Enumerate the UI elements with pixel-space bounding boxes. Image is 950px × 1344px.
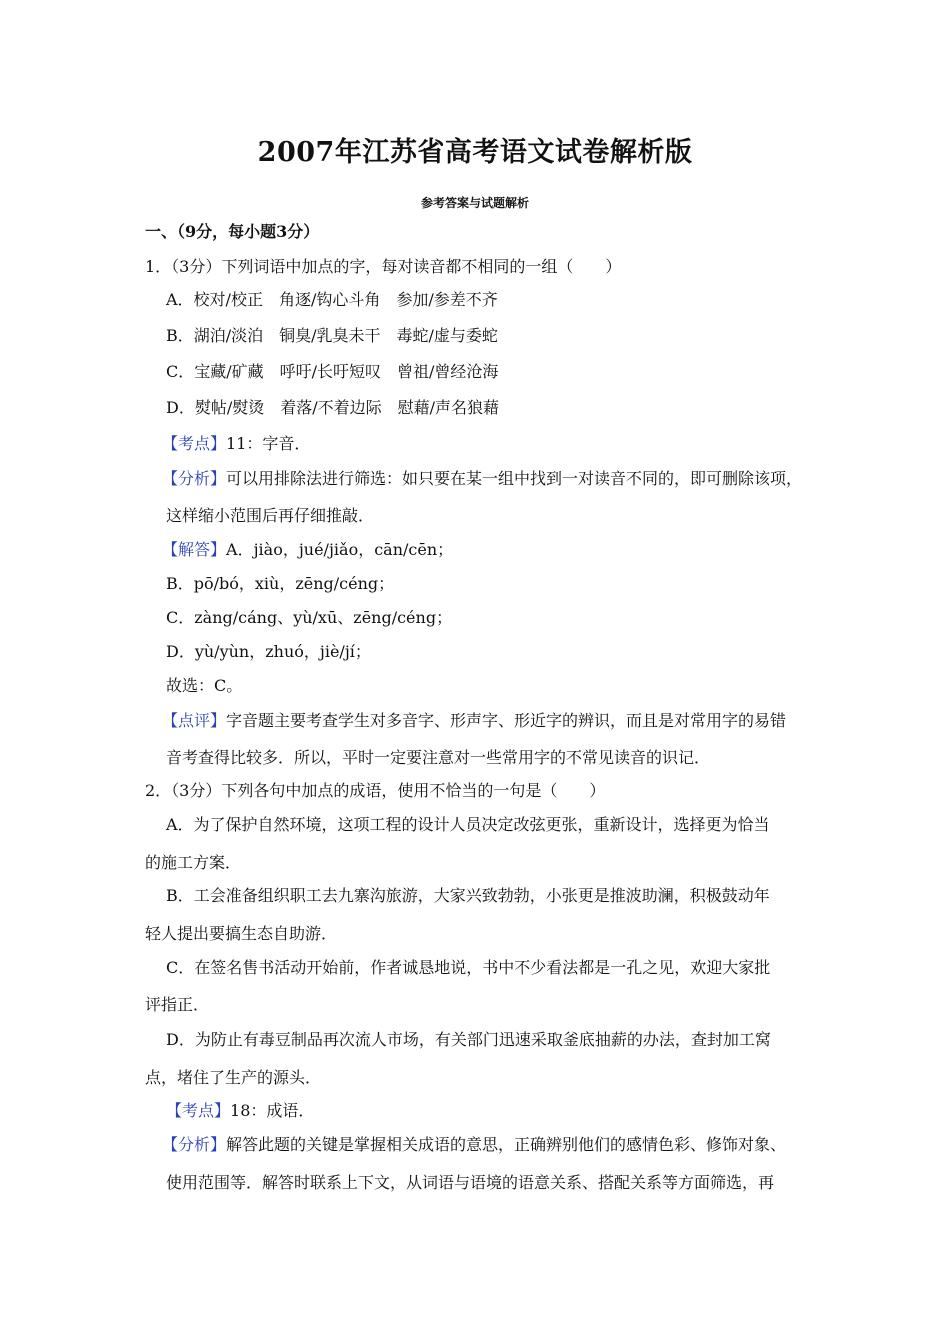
q1-option-b: B．湖泊/淡泊 铜臭/乳臭未干 毒蛇/虚与委蛇 bbox=[166, 326, 498, 345]
q2-option-b-cont: 轻人提出要搞生态自助游． bbox=[145, 924, 338, 943]
jieda-tag: 【解答】 bbox=[162, 540, 227, 559]
q2-option-c-cont: 评指正． bbox=[145, 995, 210, 1014]
q1-dianping-line2: 音考查得比较多．所以，平时一定要注意对一些常用字的不常见读音的识记． bbox=[166, 748, 711, 767]
q2-stem: 2．（3分）下列各句中加点的成语，使用不恰当的一句是（ ） bbox=[145, 781, 606, 800]
q2-option-b: B．工会准备组织职工去九寨沟旅游，大家兴致勃勃，小张更是推波助澜，积极鼓动年 bbox=[166, 886, 770, 905]
q2-option-d: D．为防止有毒豆制品再次流人市场，有关部门迅速采取釜底抽薪的办法，查封加工窝 bbox=[166, 1030, 771, 1049]
q1-dianping-text: 字音题主要考查学生对多音字、形声字、形近字的辨识，而且是对常用字的易错 bbox=[226, 711, 787, 730]
q1-option-c: C．宝藏/矿藏 呼吁/长吁短叹 曾祖/曾经沧海 bbox=[166, 362, 499, 381]
fenxi-tag: 【分析】 bbox=[162, 1135, 227, 1154]
q1-jieda-c: C．zàng/cáng、yù/xū、zēng/céng； bbox=[166, 608, 453, 627]
section-heading: 一、（9分，每小题3分） bbox=[145, 222, 320, 241]
document-title: 2007年江苏省高考语文试卷解析版 bbox=[257, 137, 693, 168]
fenxi-tag: 【分析】 bbox=[162, 469, 227, 488]
q2-fenxi bbox=[162, 1135, 786, 1155]
q1-kaodian-text: 11：字音． bbox=[226, 434, 311, 453]
q1-jieda bbox=[162, 540, 453, 560]
q2-option-a: A．为了保护自然环境，这项工程的设计人员决定改弦更张，重新设计，选择更为恰当 bbox=[166, 815, 770, 834]
q1-jieda-a: A．jiào，jué/jiǎo，cān/cēn； bbox=[226, 540, 454, 559]
q1-jieda-d: D．yù/yùn，zhuó，jiè/jí； bbox=[166, 642, 371, 661]
q1-fenxi bbox=[162, 469, 802, 489]
q2-option-d-cont: 点，堵住了生产的源头． bbox=[145, 1068, 322, 1087]
kaodian-tag: 【考点】 bbox=[162, 434, 227, 453]
q1-fenxi-text: 可以用排除法进行筛选：如只要在某一组中找到一对读音不同的，即可删除该项， bbox=[226, 469, 803, 488]
q2-fenxi-line2: 使用范围等．解答时联系上下文，从词语与语境的语意关系、搭配关系等方面筛选，再 bbox=[166, 1173, 775, 1192]
q2-kaodian-text: 18：成语． bbox=[230, 1101, 315, 1120]
q1-kaodian bbox=[162, 434, 310, 454]
q2-option-c: C．在签名售书活动开始前，作者诚恳地说，书中不少看法都是一孔之见，欢迎大家批 bbox=[166, 958, 771, 977]
q1-dianping bbox=[162, 711, 786, 731]
q2-kaodian bbox=[166, 1101, 314, 1121]
q1-fenxi-line2: 这样缩小范围后再仔细推敲． bbox=[166, 506, 375, 525]
q1-answer: 故选：C。 bbox=[166, 676, 243, 695]
q2-option-a-cont: 的施工方案． bbox=[145, 853, 242, 872]
q1-option-a: A．校对/校正 角逐/钩心斗角 参加/参差不齐 bbox=[166, 290, 498, 309]
dianping-tag: 【点评】 bbox=[162, 711, 227, 730]
q1-stem: 1．（3分）下列词语中加点的字，每对读音都不相同的一组（ ） bbox=[145, 257, 622, 276]
q1-option-d: D．熨帖/熨烫 着落/不着边际 慰藉/声名狼藉 bbox=[166, 398, 500, 417]
q2-fenxi-text: 解答此题的关键是掌握相关成语的意思，正确辨别他们的感情色彩、修饰对象、 bbox=[226, 1135, 787, 1154]
kaodian-tag: 【考点】 bbox=[166, 1101, 231, 1120]
q1-jieda-b: B．pō/bó，xiù，zēng/céng； bbox=[166, 574, 395, 593]
document-subtitle: 参考答案与试题解析 bbox=[420, 196, 529, 210]
